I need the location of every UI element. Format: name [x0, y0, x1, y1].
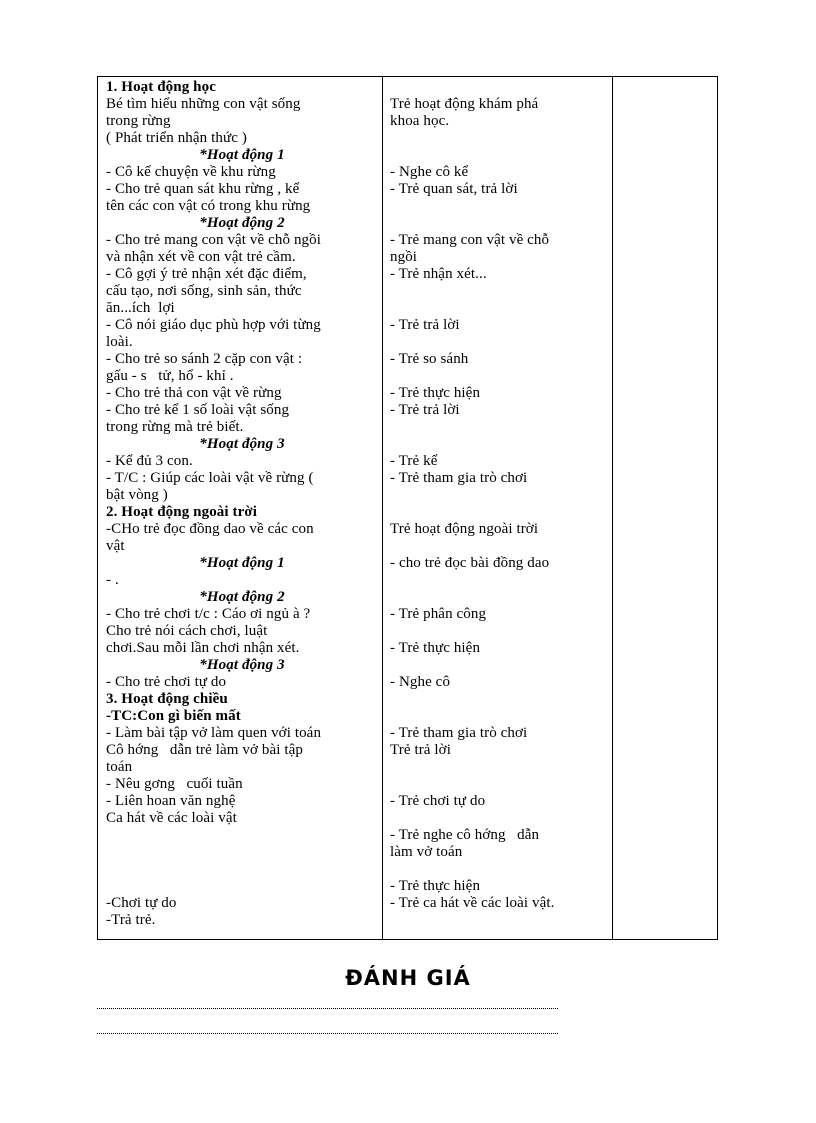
teacher-activity-line: *Hoạt động 1 [199, 147, 285, 163]
teacher-activity-line: - Cho trẻ so sánh 2 cặp con vật : [106, 351, 303, 367]
child-activity-line: ngồi [390, 249, 418, 265]
teacher-activity-line: - Làm bài tập vở làm quen với toán [106, 725, 322, 741]
teacher-activity-line: - Cô kể chuyện về khu rừng [106, 164, 276, 180]
teacher-activity-line: vật [106, 538, 125, 554]
teacher-activity-line: cấu tạo, nơi sống, sinh sản, thức [106, 283, 302, 299]
child-activity-line: - Trẻ thực hiện [390, 878, 481, 894]
teacher-activity-line: *Hoạt động 3 [199, 436, 285, 452]
child-activity-line: - Trẻ nghe cô hớng dẫn [390, 827, 540, 843]
teacher-activity-line: Cô hớng dẫn trẻ làm vở bài tập [106, 742, 303, 758]
child-activity-line: - Trẻ chơi tự do [390, 793, 486, 809]
teacher-activity-line: - Nêu gơng cuối tuần [106, 776, 243, 792]
child-activity-line: - Trẻ mang con vật về chỗ [390, 232, 550, 248]
evaluation-blank-line-2 [97, 1033, 558, 1035]
child-activity-line: - Trẻ so sánh [390, 351, 469, 367]
teacher-activity-line: loài. [106, 334, 133, 350]
activity-table [97, 76, 718, 940]
teacher-activity-line: chơi.Sau mỗi lần chơi nhận xét. [106, 640, 300, 656]
teacher-activity-line: - Cho trẻ thả con vật về rừng [106, 385, 282, 401]
teacher-activity-line: tên các con vật có trong khu rừng [106, 198, 311, 214]
teacher-activity-line: - Cho trẻ kể 1 số loài vật sống [106, 402, 290, 418]
child-activity-line: - Trẻ thực hiện [390, 385, 481, 401]
teacher-activity-line: và nhận xét về con vật trẻ cầm. [106, 249, 296, 265]
child-activity-line: Trẻ hoạt động khám phá [390, 96, 539, 112]
child-activity-line: - Trẻ tham gia trò chơi [390, 470, 528, 486]
teacher-activity-line: trong rừng [106, 113, 171, 129]
teacher-activity-line: toán [106, 759, 133, 775]
child-activity-line: - Trẻ kể [390, 453, 438, 469]
teacher-activity-line: gấu - s tử, hổ - khỉ . [106, 368, 234, 384]
teacher-activity-line: - Cô gợi ý trẻ nhận xét đặc điểm, [106, 266, 307, 282]
evaluation-title: ĐÁNH GIÁ [345, 966, 471, 990]
child-activity-line: - Trẻ ca hát về các loài vật. [390, 895, 555, 911]
child-activity-line: - Trẻ quan sát, trả lời [390, 181, 518, 197]
teacher-activity-line: - Liên hoan văn nghệ [106, 793, 236, 809]
teacher-activity-line: 3. Hoạt động chiều [106, 691, 228, 707]
child-activity-line: - Trẻ thực hiện [390, 640, 481, 656]
child-activity-line: - cho trẻ đọc bài đồng dao [390, 555, 550, 571]
teacher-activity-line: ( Phát triển nhận thức ) [106, 130, 247, 146]
teacher-activity-line: - Cho trẻ chơi t/c : Cáo ơi ngủ à ? [106, 606, 311, 622]
evaluation-blank-line-1 [97, 1008, 558, 1010]
teacher-activity-line: -Chơi tự do [106, 895, 177, 911]
child-activity-line: Trẻ trả lời [390, 742, 451, 758]
column-divider-2 [612, 77, 613, 939]
child-activity-line: - Trẻ trả lời [390, 402, 460, 418]
teacher-activity-line: - Cho trẻ chơi tự do [106, 674, 227, 690]
teacher-activity-line: Bé tìm hiểu những con vật sống [106, 96, 301, 112]
teacher-activity-line: Cho trẻ nói cách chơi, luật [106, 623, 268, 639]
teacher-activity-line: ăn...ích lợi [106, 300, 175, 316]
teacher-activity-line: - Cho trẻ mang con vật về chỗ ngồi [106, 232, 322, 248]
child-activity-line: - Trẻ trả lời [390, 317, 460, 333]
child-activity-line: - Trẻ tham gia trò chơi [390, 725, 528, 741]
teacher-activity-line: *Hoạt động 2 [199, 589, 285, 605]
teacher-activity-line: - Cho trẻ quan sát khu rừng , kể [106, 181, 300, 197]
teacher-activity-line: 2. Hoạt động ngoài trời [106, 504, 258, 520]
child-activity-line: - Trẻ nhận xét... [390, 266, 487, 282]
teacher-activity-line: - Kể đủ 3 con. [106, 453, 193, 469]
teacher-activity-line: -CHo trẻ đọc đồng dao về các con [106, 521, 314, 537]
teacher-activity-line: *Hoạt động 2 [199, 215, 285, 231]
teacher-activity-line: *Hoạt động 1 [199, 555, 285, 571]
child-activity-line: - Nghe cô [390, 674, 451, 690]
child-activity-line: làm vở toán [390, 844, 463, 860]
teacher-activity-line: -TC:Con gì biến mất [106, 708, 241, 724]
teacher-activity-line: - Cô nói giáo dục phù hợp với từng [106, 317, 321, 333]
teacher-activity-line: - . [106, 572, 119, 588]
child-activity-line: - Nghe cô kể [390, 164, 469, 180]
teacher-activity-line: -Trả trẻ. [106, 912, 156, 928]
teacher-activity-line: bật vòng ) [106, 487, 168, 503]
child-activity-line: Trẻ hoạt động ngoài trời [390, 521, 539, 537]
teacher-activity-line: - T/C : Giúp các loài vật về rừng ( [106, 470, 314, 486]
child-activity-line: khoa học. [390, 113, 450, 129]
teacher-activity-line: *Hoạt động 3 [199, 657, 285, 673]
column-divider-1 [382, 77, 383, 939]
teacher-activity-line: trong rừng mà trẻ biết. [106, 419, 244, 435]
teacher-activity-line: Ca hát về các loài vật [106, 810, 237, 826]
child-activity-line: - Trẻ phân công [390, 606, 487, 622]
teacher-activity-line: 1. Hoạt động học [106, 79, 216, 95]
